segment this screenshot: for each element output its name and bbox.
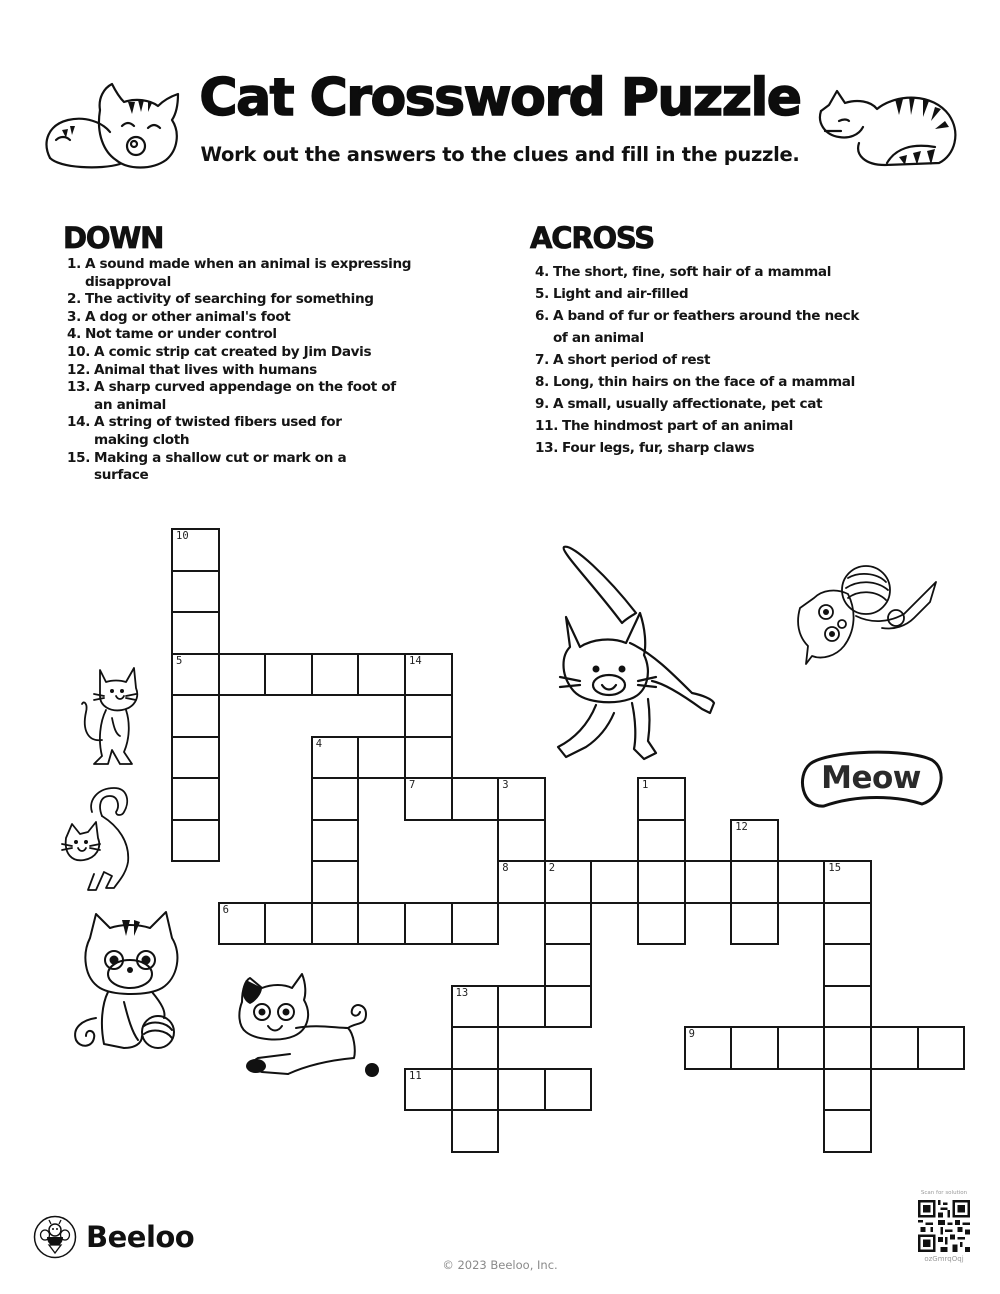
crossword-cell[interactable] [311,736,360,780]
crossword-cell[interactable] [171,653,220,697]
clue-number: 5. [535,286,549,302]
meow-badge-text: Meow [821,760,921,796]
clue-number: 14. [67,414,91,431]
down-clue-12 [67,362,473,380]
crossword-cell[interactable] [544,985,593,1029]
clue-text: Light and air-filled [552,286,689,302]
crossword-cell[interactable] [171,611,220,655]
crossword-cell[interactable] [637,860,686,904]
clue-number: 3. [67,308,81,325]
crossword-cell[interactable] [311,860,360,904]
brand-name: Beeloo [86,1220,195,1254]
down-clue-2 [67,291,473,309]
crossword-cell[interactable] [218,653,267,697]
crossword-cell[interactable] [264,653,313,697]
page-title: Cat Crossword Puzzle [199,68,801,128]
crossword-cell[interactable] [684,1026,733,1070]
crossword-cell[interactable] [777,1026,826,1070]
clue-text: Four legs, fur, sharp claws [562,440,755,456]
crossword-cell[interactable] [590,860,639,904]
cell-clue-number: 15 [828,862,842,874]
clue-text: A comic strip cat created by Jim Davis [94,343,372,360]
down-clue-list [63,256,473,485]
crossword-cell[interactable] [171,528,220,572]
crossword-cell[interactable] [311,653,360,697]
crossword-cell[interactable] [730,1026,779,1070]
clue-number: 7. [535,352,549,368]
cell-clue-number: 13 [455,986,469,999]
down-clues [63,222,473,485]
clue-number: 10. [67,343,91,360]
qr-code-icon[interactable] [918,1200,970,1252]
crossword-cell[interactable] [357,736,406,780]
across-clue-6 [535,305,930,349]
crossword-cell[interactable] [451,1109,500,1153]
across-heading: ACROSS [530,221,654,255]
crossword-cell[interactable] [404,694,453,738]
kitten-playing-with-yarn-illustration [796,560,946,668]
clue-number: 11. [535,418,559,434]
crossword-cell[interactable] [171,777,220,821]
clue-text: A small, usually affectionate, pet cat [552,396,823,412]
down-clue-13 [67,379,473,414]
crossword-cell[interactable] [218,902,267,946]
calico-kitten-leaping-illustration [236,970,386,1082]
crossword-cell[interactable] [451,1026,500,1070]
sleeping-cat-illustration-right [815,85,960,170]
across-clue-5 [535,283,930,305]
clue-text: A sharp curved appendage on the foot of an animal [94,379,396,413]
standing-cat-illustration [64,660,144,770]
cell-clue-number: 11 [409,1069,422,1082]
crossword-cell[interactable] [730,860,779,904]
clue-text: A sound made when an animal is expressing disapproval [84,256,412,290]
bee-logo-icon [33,1215,77,1259]
crossword-cell[interactable] [497,860,546,904]
crossword-cell[interactable] [171,694,220,738]
walking-cat-illustration [552,543,727,768]
crossword-cell[interactable] [544,902,593,946]
clue-number: 9. [535,396,549,412]
beeloo-logo [33,1215,194,1259]
crossword-cell[interactable] [637,777,686,821]
crossword-cell[interactable] [684,860,733,904]
crossword-cell[interactable] [544,1068,593,1112]
clue-text: Not tame or under control [84,326,277,343]
crossword-cell[interactable] [823,1026,872,1070]
cell-clue-number: 14 [409,654,422,667]
crossword-cell[interactable] [451,985,500,1029]
across-clue-9 [535,393,930,415]
crossword-cell[interactable] [171,570,220,614]
tabby-kitten-with-yarn-illustration [62,908,187,1058]
crossword-cell[interactable] [823,985,872,1029]
crossword-cell[interactable] [404,653,453,697]
clue-number: 2. [67,291,81,308]
clue-number: 8. [535,374,549,390]
crossword-cell[interactable] [823,943,872,987]
crossword-cell[interactable] [264,902,313,946]
crossword-cell[interactable] [917,1026,966,1070]
crossword-cell[interactable] [311,902,360,946]
crossword-cell[interactable] [823,1068,872,1112]
clue-text: The hindmost part of an animal [562,418,793,434]
cell-clue-number: 5 [176,654,183,667]
meow-badge [798,746,944,812]
crossword-cell[interactable] [404,777,453,821]
crossword-cell[interactable] [497,1068,546,1112]
cell-clue-number: 2 [548,862,556,874]
solution-qr[interactable] [912,1190,976,1263]
crossword-cell[interactable] [544,943,593,987]
crossword-cell[interactable] [823,902,872,946]
clue-number: 12. [67,361,91,378]
crossword-cell[interactable] [311,819,360,863]
across-clue-11 [535,415,930,437]
arching-cat-illustration [58,782,148,897]
crossword-cell[interactable] [730,819,779,863]
down-clue-4 [67,326,473,344]
crossword-cell[interactable] [357,653,406,697]
down-clue-15 [67,450,473,485]
crossword-cell[interactable] [171,736,220,780]
clue-text: A string of twisted fibers used for making cloth [94,414,342,448]
crossword-cell[interactable] [451,902,500,946]
clue-number: 13. [67,379,91,396]
cell-clue-number: 6 [222,903,229,916]
clue-number: 1. [67,256,81,272]
crossword-cell[interactable] [404,902,453,946]
page-subtitle: Work out the answers to the clues and fill in the puzzle. [200,143,800,166]
crossword-cell[interactable] [311,777,360,821]
cell-clue-number: 3 [502,779,509,791]
crossword-cell[interactable] [357,902,406,946]
crossword-cell[interactable] [497,819,546,863]
down-clue-10 [67,344,473,362]
down-heading: DOWN [63,221,164,255]
crossword-cell[interactable] [870,1026,919,1070]
sleeping-kitten-illustration-left [40,80,185,175]
clue-number: 13. [535,440,559,456]
crossword-cell[interactable] [637,819,686,863]
crossword-cell[interactable] [730,902,779,946]
clue-text: Long, thin hairs on the face of a mammal [552,374,855,390]
clue-text: The activity of searching for something [84,291,374,308]
cell-clue-number: 7 [409,779,416,791]
clue-number: 4. [535,264,549,280]
crossword-cell[interactable] [544,860,593,904]
cell-clue-number: 10 [176,530,189,542]
crossword-cell[interactable] [497,985,546,1029]
qr-code-label: ozGmrqOqj [924,1255,964,1263]
across-clue-list [530,261,930,459]
clue-text: Animal that lives with humans [94,361,317,378]
crossword-cell[interactable] [497,777,546,821]
copyright-text: © 2023 Beeloo, Inc. [442,1258,558,1272]
qr-caption: Scan for solution [920,1190,968,1196]
crossword-cell[interactable] [777,860,826,904]
crossword-cell[interactable] [823,860,872,904]
down-clue-1 [67,256,473,291]
cell-clue-number: 1 [642,779,649,791]
clue-text: A band of fur or feathers around the neck of an animal [552,308,860,346]
clue-number: 4. [67,326,81,343]
across-clue-13 [535,437,930,459]
clue-text: Making a shallow cut or mark on a surface [94,449,347,484]
clue-text: A short period of rest [552,352,711,368]
cell-clue-number: 9 [688,1028,695,1040]
down-clue-14 [67,414,473,449]
cell-clue-number: 4 [315,737,323,750]
crossword-cell[interactable] [451,777,500,821]
crossword-cell[interactable] [451,1068,500,1112]
clue-text: A dog or other animal's foot [84,308,291,325]
across-clue-8 [535,371,930,393]
crossword-cell[interactable] [404,736,453,780]
clue-text: The short, fine, soft hair of a mammal [552,264,832,280]
across-clue-7 [535,349,930,371]
across-clue-4 [535,261,930,283]
cell-clue-number: 8 [502,862,509,874]
crossword-cell[interactable] [171,819,220,863]
across-clues [530,222,930,459]
crossword-cell[interactable] [823,1109,872,1153]
clue-number: 6. [535,308,549,324]
clue-number: 15. [67,449,91,466]
crossword-cell[interactable] [637,902,686,946]
cell-clue-number: 12 [735,820,748,833]
down-clue-3 [67,309,473,327]
crossword-cell[interactable] [404,1068,453,1112]
